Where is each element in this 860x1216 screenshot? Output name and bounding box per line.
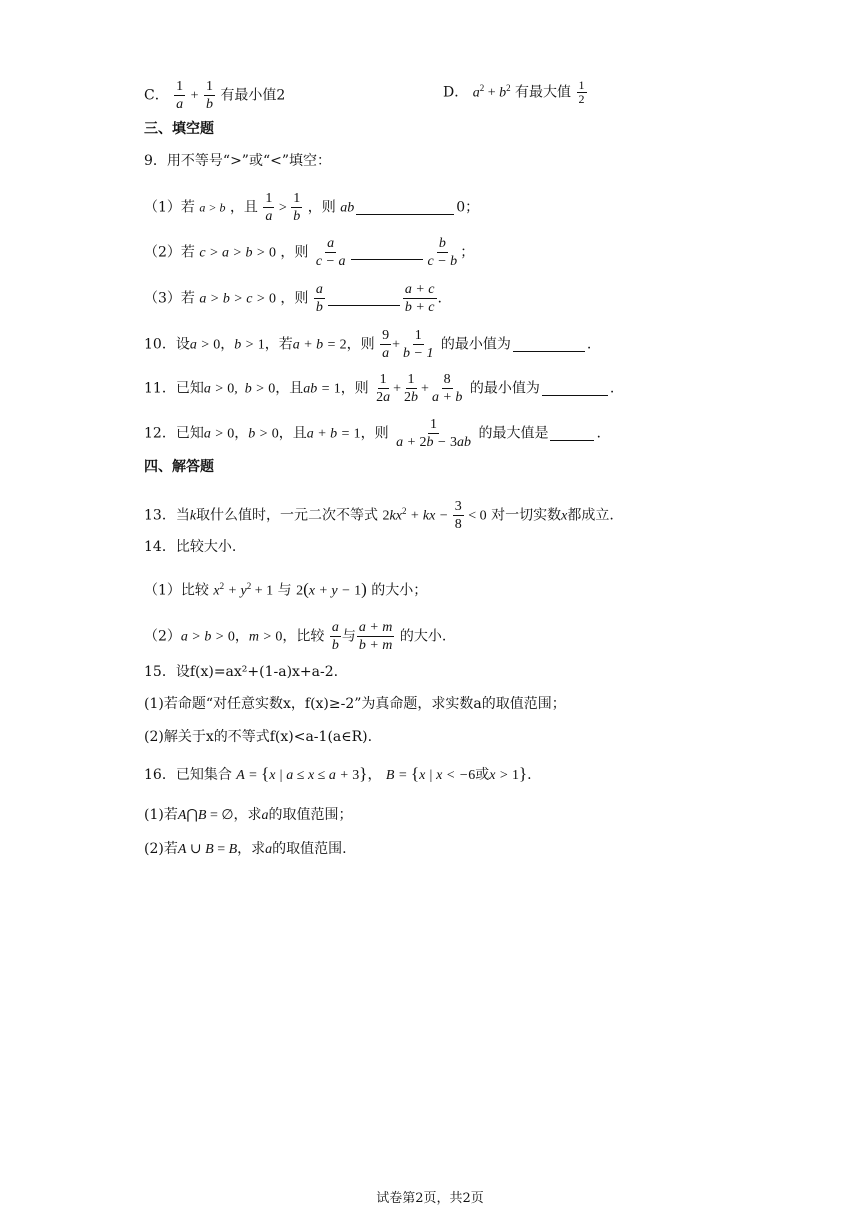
- math-frac: $\frac{3}{8}$: [454, 499, 462, 532]
- math-frac: $\frac{1}{2b}$: [404, 372, 419, 405]
- page-footer: 试卷第2页，共2页: [376, 1191, 484, 1206]
- answer-blank: [550, 426, 594, 441]
- question-12: 12．已知a > 0，b > 0，且a + b = 1，则 $\frac{1}{a + 2b - 3ab}$ 的最大值是 .: [144, 417, 601, 450]
- math-frac: $\frac{1}{b}$: [293, 191, 301, 224]
- question-11: 11．已知a > 0, b > 0，且ab = 1，则 $\frac{1}{2a}$ + $\frac{1}{2b}$ + $\frac{8}{a + b}$ 的最小值为 .: [144, 372, 615, 405]
- question-16-part-1: (1)若A⋂B = ∅，求a的取值范围；: [144, 807, 353, 823]
- math-frac: $\frac{1}{a}$: [265, 191, 273, 224]
- answer-blank: [356, 200, 454, 215]
- question-14-stem: 14．比较大小.: [144, 539, 237, 555]
- question-14-part-1: （1）比较 $x^2 + y^2 + 1$ 与 2(x + y − 1) 的大小；: [144, 579, 428, 599]
- option-c: C． $\frac{1}{a}$ + $\frac{1}{b}$ 有最小值2: [144, 79, 286, 112]
- question-10: 10．设a > 0，b > 1，若a + b = 2，则 $\frac{9}{a}$ + $\frac{1}{b - 1}$ 的最小值为 .: [144, 328, 592, 361]
- question-14-part-2: （2）a > b > 0，m > 0，比较 $\frac{a}{b}$ 与 $\frac{a + m}{b + m}$ 的大小.: [144, 620, 447, 653]
- math-frac: $\frac{a + m}{b + m}$: [358, 620, 393, 653]
- math-frac: $\frac{1}{2}$: [578, 78, 585, 107]
- answer-blank: [513, 337, 585, 352]
- math-frac: $\frac{a}{b}$: [331, 620, 339, 653]
- math-frac: $\frac{1}{a + 2b - 3ab}$: [396, 417, 471, 450]
- answer-blank: [328, 291, 400, 306]
- answer-blank: [542, 381, 608, 396]
- question-9-part-2: （2）若 c > a > b > 0 ，则 $\frac{a}{c - a}$ $\frac{b}{c - b}$ ；: [144, 236, 475, 269]
- question-16-stem: 16．已知集合 A = {x | a ≤ x ≤ a + 3}， B = {x | x < −6或x > 1}.: [144, 764, 532, 783]
- question-15-part-1: (1)若命题“对任意实数x，f(x)≥-2”为真命题，求实数a的取值范围；: [144, 696, 566, 712]
- math-frac: $\frac{a}{c - a}$: [315, 236, 346, 269]
- question-9-part-3: （3）若 a > b > c > 0 ，则 $\frac{a}{b}$ $\frac{a + c}{b + c}$ .: [144, 282, 442, 315]
- question-9-stem: 9．用不等号“>”或“<”填空：: [144, 153, 331, 169]
- section-heading-solve: 四、解答题: [144, 459, 214, 475]
- math-frac: $\frac{b}{c - b}$: [427, 236, 458, 269]
- question-15-stem: 15．设f(x)=ax²+(1-a)x+a-2.: [144, 664, 339, 680]
- math-frac: $\frac{1}{b}$: [205, 79, 213, 112]
- math-frac: $\frac{1}{2a}$: [376, 372, 391, 405]
- math-frac: $\frac{8}{a + b}$: [431, 372, 463, 405]
- math-frac: $\frac{a}{b}$: [315, 282, 323, 315]
- question-15-part-2: (2)解关于x的不等式f(x)<a-1(a∈R).: [144, 729, 373, 745]
- option-d: D． $a^2 + b^2$ 有最大值 $\frac{1}{2}$: [443, 78, 585, 107]
- math-frac: $\frac{9}{a}$: [382, 328, 390, 361]
- math-frac: $\frac{1}{b - 1}$: [403, 328, 434, 361]
- question-16-part-2: (2)若A ∪ B = B，求a的取值范围.: [144, 841, 347, 857]
- question-13: 13．当k取什么值时，一元二次不等式 $2kx^2$ + kx − $\frac{3}{8}$ < 0 对一切实数x都成立.: [144, 499, 614, 532]
- question-9-part-1: （1）若 a > b ，且 $\frac{1}{a}$ > $\frac{1}{b}$ ，则 ab 0；: [144, 191, 480, 224]
- math-frac: $\frac{1}{a}$: [176, 79, 184, 112]
- section-heading-fill: 三、填空题: [144, 121, 214, 137]
- answer-blank: [351, 245, 423, 260]
- math-frac: $\frac{a + c}{b + c}$: [404, 282, 435, 315]
